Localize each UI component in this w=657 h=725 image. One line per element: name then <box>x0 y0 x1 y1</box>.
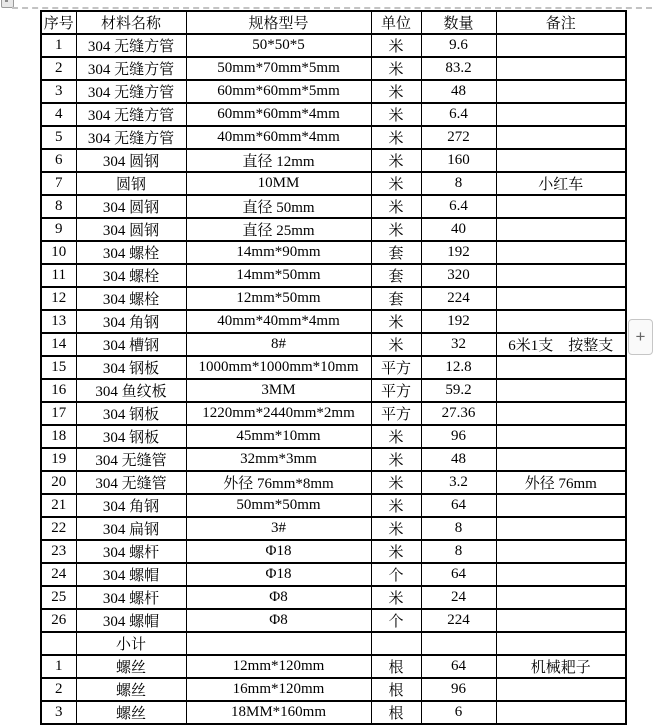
table-cell[interactable]: 48 <box>421 80 496 103</box>
table-cell[interactable]: 3MM <box>186 379 371 402</box>
table-row <box>41 540 626 563</box>
table-cell[interactable]: 套 <box>371 241 421 264</box>
table-cell[interactable]: 米 <box>371 195 421 218</box>
table-cell[interactable]: 螺丝 <box>76 701 186 724</box>
table-cell[interactable]: 米 <box>371 540 421 563</box>
table-cell[interactable] <box>496 609 626 632</box>
table-cell[interactable]: 米 <box>371 471 421 494</box>
table-cell[interactable]: 圆钢 <box>76 172 186 195</box>
table-cell[interactable]: 米 <box>371 517 421 540</box>
table-row <box>41 218 626 241</box>
table-cell[interactable]: 50mm*70mm*5mm <box>186 57 371 80</box>
table-row <box>41 333 626 356</box>
table-cell[interactable]: 59.2 <box>421 379 496 402</box>
table-cell[interactable]: 个 <box>371 609 421 632</box>
table-cell[interactable]: 12mm*50mm <box>186 287 371 310</box>
table-cell[interactable]: 9.6 <box>421 34 496 57</box>
table-cell[interactable] <box>496 264 626 287</box>
table-cell[interactable]: 米 <box>371 57 421 80</box>
table-cell[interactable]: 64 <box>421 563 496 586</box>
table-cell[interactable]: 32 <box>421 333 496 356</box>
table-cell[interactable]: 14mm*50mm <box>186 264 371 287</box>
table-cell[interactable]: 304 无缝方管 <box>76 34 186 57</box>
table-cell[interactable]: 304 螺杆 <box>76 540 186 563</box>
table-cell[interactable]: 外径 76mm <box>496 471 626 494</box>
table-cell[interactable]: 8 <box>421 540 496 563</box>
table-cell[interactable]: 304 无缝方管 <box>76 57 186 80</box>
column-header[interactable]: 单位 <box>371 11 421 34</box>
table-cell[interactable]: 6 <box>421 701 496 724</box>
table-cell[interactable] <box>496 632 626 655</box>
table-cell[interactable]: 304 螺帽 <box>76 609 186 632</box>
table-cell[interactable]: 60mm*60mm*5mm <box>186 80 371 103</box>
table-cell[interactable]: 50*50*5 <box>186 34 371 57</box>
table-cell[interactable] <box>496 540 626 563</box>
table-cell[interactable]: 2 <box>41 57 76 80</box>
table-cell[interactable]: 8 <box>41 195 76 218</box>
table-cell[interactable]: 米 <box>371 425 421 448</box>
table-cell[interactable] <box>496 563 626 586</box>
table-cell[interactable]: 304 螺栓 <box>76 287 186 310</box>
table-cell[interactable]: 60mm*60mm*4mm <box>186 103 371 126</box>
table-row <box>41 701 626 724</box>
table-cell[interactable]: 米 <box>371 103 421 126</box>
table-cell[interactable] <box>496 586 626 609</box>
table-cell[interactable]: 10MM <box>186 172 371 195</box>
table-cell[interactable]: 根 <box>371 655 421 678</box>
table-cell[interactable] <box>496 126 626 149</box>
table-cell[interactable]: 米 <box>371 172 421 195</box>
table-row <box>41 195 626 218</box>
table-cell[interactable] <box>41 632 76 655</box>
table-cell[interactable]: 18MM*160mm <box>186 701 371 724</box>
table-cell[interactable]: 64 <box>421 494 496 517</box>
table-cell[interactable] <box>496 494 626 517</box>
table-cell[interactable]: 根 <box>371 701 421 724</box>
table-row <box>41 264 626 287</box>
table-row <box>41 287 626 310</box>
table-row <box>41 34 626 57</box>
table-cell[interactable]: Φ8 <box>186 609 371 632</box>
table-cell[interactable]: 48 <box>421 448 496 471</box>
table-row <box>41 57 626 80</box>
table-cell[interactable]: 9 <box>41 218 76 241</box>
table-cell[interactable] <box>496 103 626 126</box>
table-cell[interactable] <box>496 310 626 333</box>
table-cell[interactable]: 96 <box>421 425 496 448</box>
table-cell[interactable]: 米 <box>371 586 421 609</box>
table-cell[interactable]: 1 <box>41 34 76 57</box>
table-cell[interactable]: 小计 <box>76 632 186 655</box>
table-cell[interactable]: 25 <box>41 586 76 609</box>
table-cell[interactable]: 20 <box>41 471 76 494</box>
table-cell[interactable]: 14mm*90mm <box>186 241 371 264</box>
table-row <box>41 586 626 609</box>
table-cell[interactable]: 19 <box>41 448 76 471</box>
table-cell[interactable]: 40 <box>421 218 496 241</box>
table-cell[interactable]: 个 <box>371 563 421 586</box>
table-row <box>41 632 626 655</box>
table-cell[interactable]: 23 <box>41 540 76 563</box>
table-row <box>41 517 626 540</box>
table-cell[interactable]: 24 <box>41 563 76 586</box>
table-cell[interactable]: 304 无缝管 <box>76 448 186 471</box>
header-row <box>41 11 626 34</box>
table-cell[interactable] <box>496 57 626 80</box>
plus-icon: + <box>635 327 646 346</box>
table-cell[interactable]: 10 <box>41 241 76 264</box>
table-cell[interactable]: 26 <box>41 609 76 632</box>
table-cell[interactable]: 11 <box>41 264 76 287</box>
table-cell[interactable]: 304 钢板 <box>76 425 186 448</box>
table-cell[interactable] <box>496 356 626 379</box>
table-cell[interactable]: 1220mm*2440mm*2mm <box>186 402 371 425</box>
materials-table <box>40 10 627 725</box>
table-cell[interactable]: 304 鱼纹板 <box>76 379 186 402</box>
page-break-dashline <box>12 7 652 9</box>
column-header[interactable]: 数量 <box>421 11 496 34</box>
table-cell[interactable]: 根 <box>371 678 421 701</box>
table-cell[interactable]: 224 <box>421 287 496 310</box>
column-header[interactable]: 序号 <box>41 11 76 34</box>
table-row <box>41 563 626 586</box>
table-cell[interactable]: 304 无缝方管 <box>76 126 186 149</box>
table-cell[interactable]: 8# <box>186 333 371 356</box>
table-cell[interactable]: 米 <box>371 149 421 172</box>
table-row <box>41 655 626 678</box>
table-cell[interactable]: 米 <box>371 448 421 471</box>
table-cell[interactable]: 平方 <box>371 402 421 425</box>
table-cell[interactable] <box>496 241 626 264</box>
table-cell[interactable]: 4 <box>41 103 76 126</box>
table-cell[interactable]: 83.2 <box>421 57 496 80</box>
table-cell[interactable] <box>186 632 371 655</box>
table-cell[interactable]: 192 <box>421 241 496 264</box>
table-cell[interactable]: 3 <box>41 701 76 724</box>
table-cell[interactable]: 27.36 <box>421 402 496 425</box>
table-row <box>41 402 626 425</box>
table-cell[interactable]: 304 圆钢 <box>76 149 186 172</box>
table-cell[interactable] <box>496 218 626 241</box>
table-cell[interactable]: 螺丝 <box>76 655 186 678</box>
table-cell[interactable]: 13 <box>41 310 76 333</box>
table-cell[interactable]: 螺丝 <box>76 678 186 701</box>
table-cell[interactable]: 22 <box>41 517 76 540</box>
table-cell[interactable]: 3 <box>41 80 76 103</box>
table-cell[interactable]: 17 <box>41 402 76 425</box>
table-cell[interactable]: 32mm*3mm <box>186 448 371 471</box>
table-row <box>41 448 626 471</box>
table-cell[interactable] <box>496 701 626 724</box>
table-cell[interactable]: 304 角钢 <box>76 494 186 517</box>
table-row <box>41 310 626 333</box>
table-cell[interactable]: 18 <box>41 425 76 448</box>
table-cell[interactable]: 小红车 <box>496 172 626 195</box>
table-row <box>41 149 626 172</box>
table-cell[interactable]: 8 <box>421 172 496 195</box>
table-cell[interactable]: 272 <box>421 126 496 149</box>
table-cell[interactable]: 15 <box>41 356 76 379</box>
table-cell[interactable]: 6.4 <box>421 103 496 126</box>
table-cell[interactable]: 2 <box>41 678 76 701</box>
table-cell[interactable] <box>496 678 626 701</box>
table-row <box>41 425 626 448</box>
table-cell[interactable]: 1 <box>41 655 76 678</box>
table-cell[interactable] <box>496 287 626 310</box>
table-cell[interactable]: 224 <box>421 609 496 632</box>
table-cell[interactable]: 45mm*10mm <box>186 425 371 448</box>
table-cell[interactable]: 6 <box>41 149 76 172</box>
add-button[interactable] <box>628 319 653 355</box>
table-cell[interactable]: 米 <box>371 494 421 517</box>
table-cell[interactable]: 16mm*120mm <box>186 678 371 701</box>
table-cell[interactable]: 160 <box>421 149 496 172</box>
table-cell[interactable]: 1000mm*1000mm*10mm <box>186 356 371 379</box>
table-cell[interactable]: 40mm*60mm*4mm <box>186 126 371 149</box>
column-header[interactable]: 规格型号 <box>186 11 371 34</box>
table-cell[interactable]: 8 <box>421 517 496 540</box>
table-cell[interactable]: 3# <box>186 517 371 540</box>
table-cell[interactable]: 直径 50mm <box>186 195 371 218</box>
table-cell[interactable]: 304 钢板 <box>76 402 186 425</box>
table-cell[interactable] <box>496 195 626 218</box>
table-cell[interactable]: 304 螺栓 <box>76 264 186 287</box>
table-cell[interactable]: 24 <box>421 586 496 609</box>
column-header[interactable]: 备注 <box>496 11 626 34</box>
table-cell[interactable]: 7 <box>41 172 76 195</box>
table-cell[interactable]: 304 槽钢 <box>76 333 186 356</box>
table-cell[interactable]: 米 <box>371 333 421 356</box>
table-row <box>41 356 626 379</box>
table-cell[interactable]: 304 无缝方管 <box>76 103 186 126</box>
table-cell[interactable]: 304 螺帽 <box>76 563 186 586</box>
table-row <box>41 172 626 195</box>
table-cell[interactable]: 平方 <box>371 356 421 379</box>
table-row <box>41 379 626 402</box>
table-cell[interactable]: 5 <box>41 126 76 149</box>
table-cell[interactable]: Φ18 <box>186 563 371 586</box>
table-cell[interactable]: 外径 76mm*8mm <box>186 471 371 494</box>
table-row <box>41 494 626 517</box>
table-cell[interactable]: 套 <box>371 287 421 310</box>
table-cell[interactable] <box>496 149 626 172</box>
table-cell[interactable]: 320 <box>421 264 496 287</box>
table-cell[interactable]: 直径 25mm <box>186 218 371 241</box>
table-cell[interactable]: 304 无缝方管 <box>76 80 186 103</box>
table-cell[interactable]: 米 <box>371 34 421 57</box>
table-cell[interactable]: 米 <box>371 310 421 333</box>
table-cell[interactable] <box>421 632 496 655</box>
table-cell[interactable]: 96 <box>421 678 496 701</box>
table-cell[interactable]: 304 角钢 <box>76 310 186 333</box>
table-cell[interactable]: 304 圆钢 <box>76 195 186 218</box>
table-cell[interactable]: 12 <box>41 287 76 310</box>
table-cell[interactable] <box>371 632 421 655</box>
table-row <box>41 678 626 701</box>
table-cell[interactable]: 304 螺杆 <box>76 586 186 609</box>
table-row <box>41 471 626 494</box>
table-row <box>41 241 626 264</box>
table-cell[interactable]: 50mm*50mm <box>186 494 371 517</box>
table-cell[interactable]: 304 圆钢 <box>76 218 186 241</box>
table-cell[interactable]: 304 扁钢 <box>76 517 186 540</box>
table-cell[interactable]: 304 无缝管 <box>76 471 186 494</box>
table-cell[interactable]: 套 <box>371 264 421 287</box>
table-cell[interactable]: 21 <box>41 494 76 517</box>
table-cell[interactable]: 6.4 <box>421 195 496 218</box>
table-row <box>41 609 626 632</box>
table-cell[interactable] <box>496 402 626 425</box>
table-row <box>41 126 626 149</box>
table-cell[interactable]: 12.8 <box>421 356 496 379</box>
table-cell[interactable]: 304 钢板 <box>76 356 186 379</box>
table-cell[interactable]: 机械耙子 <box>496 655 626 678</box>
table-cell[interactable]: 304 螺栓 <box>76 241 186 264</box>
table-row <box>41 80 626 103</box>
table-cell[interactable]: 192 <box>421 310 496 333</box>
table-cell[interactable]: 14 <box>41 333 76 356</box>
table-cell[interactable] <box>496 517 626 540</box>
table-body <box>41 34 626 724</box>
table-cell[interactable] <box>496 80 626 103</box>
table-cell[interactable]: 直径 12mm <box>186 149 371 172</box>
table-cell[interactable] <box>496 425 626 448</box>
table-cell[interactable] <box>496 448 626 471</box>
table-row <box>41 103 626 126</box>
table-cell[interactable]: 6米1支 按整支 <box>496 333 626 356</box>
table-cell[interactable]: 米 <box>371 218 421 241</box>
table-cell[interactable]: 40mm*40mm*4mm <box>186 310 371 333</box>
table-cell[interactable] <box>496 34 626 57</box>
table-cell[interactable] <box>496 379 626 402</box>
table-cell[interactable]: 米 <box>371 80 421 103</box>
table-cell[interactable]: 平方 <box>371 379 421 402</box>
table-cell[interactable]: 16 <box>41 379 76 402</box>
table-cell[interactable]: Φ18 <box>186 540 371 563</box>
column-header[interactable]: 材料名称 <box>76 11 186 34</box>
table-cell[interactable]: Φ8 <box>186 586 371 609</box>
table-cell[interactable]: 64 <box>421 655 496 678</box>
table-cell[interactable]: 米 <box>371 126 421 149</box>
table-cell[interactable]: 3.2 <box>421 471 496 494</box>
table-cell[interactable]: 12mm*120mm <box>186 655 371 678</box>
